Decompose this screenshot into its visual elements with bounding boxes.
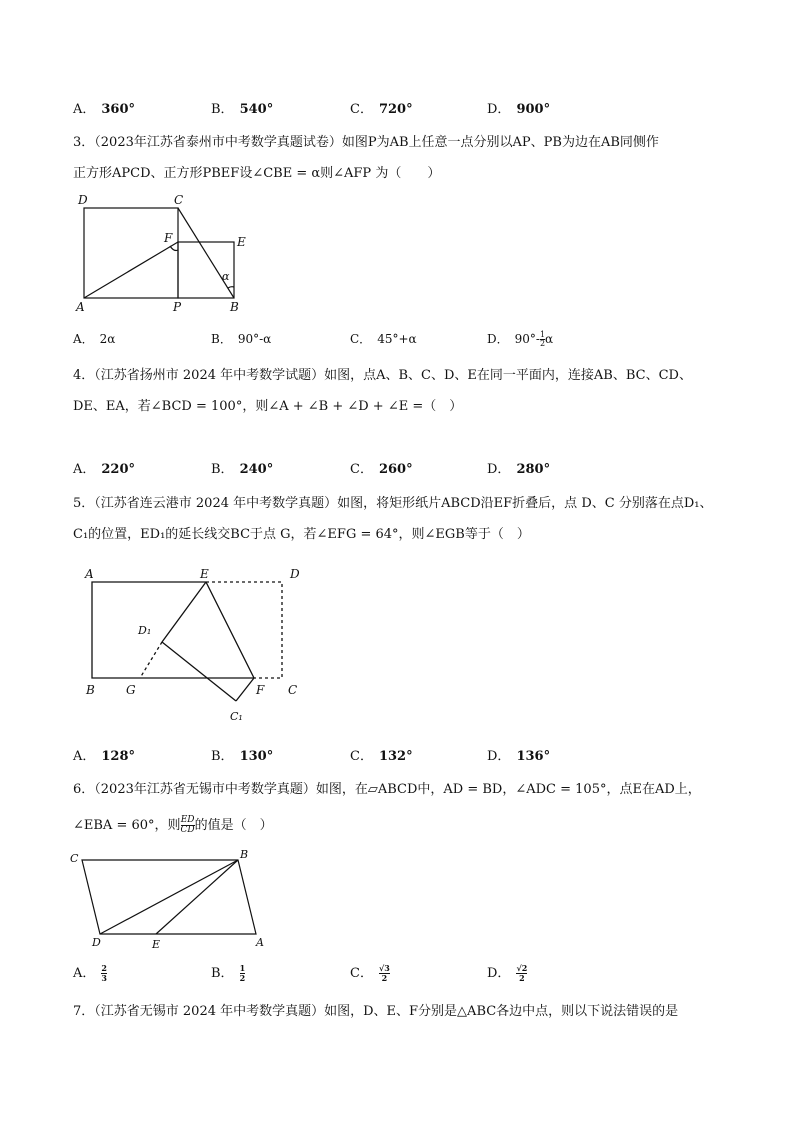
q6-label-c: C bbox=[70, 852, 79, 865]
q6-stem-fraction: $\frac{ED}{CD}$ bbox=[180, 815, 195, 835]
q6-stem-line2-pre: ∠EBA = 60°，则 bbox=[73, 818, 181, 833]
q5-option-a[interactable]: A． 128° bbox=[73, 749, 136, 764]
q5-option-b[interactable]: B． 130° bbox=[211, 749, 274, 764]
q5-options bbox=[73, 748, 673, 766]
q5-option-c[interactable]: C． 132° bbox=[350, 749, 413, 764]
q3-segment-cb bbox=[178, 208, 234, 298]
q5-label-c1: C₁ bbox=[230, 710, 243, 723]
q3-label-alpha: α bbox=[222, 270, 230, 283]
q6-option-b[interactable]: B． $\frac{1}{2}$ bbox=[211, 963, 246, 983]
q5-option-d[interactable]: D． 136° bbox=[487, 749, 551, 764]
q3-figure bbox=[70, 190, 260, 318]
q2-option-c[interactable]: C． 720° bbox=[350, 102, 413, 117]
q2-options bbox=[73, 101, 673, 119]
q3-label-c: C bbox=[174, 193, 184, 207]
q6-stem-line2 bbox=[73, 816, 273, 835]
q6-figure bbox=[66, 848, 276, 952]
q3-option-a[interactable]: A． 2α bbox=[73, 332, 116, 346]
q4-option-b[interactable]: B． 240° bbox=[211, 462, 274, 477]
q5-label-a: A bbox=[85, 567, 94, 581]
q6-option-d[interactable]: D． $\frac{√2}{2}$ bbox=[487, 963, 528, 983]
q5-label-d: D bbox=[290, 567, 300, 581]
q5-label-b: B bbox=[86, 683, 95, 697]
q4-options bbox=[73, 461, 673, 479]
q4-stem-line2: DE、EA，若∠BCD = 100°，则∠A + ∠B + ∠D + ∠E =（ ） bbox=[73, 399, 463, 414]
q5-label-f: F bbox=[256, 683, 265, 697]
q6-label-d: D bbox=[92, 936, 101, 949]
q3-label-f: F bbox=[164, 231, 173, 245]
q5-label-e: E bbox=[200, 567, 209, 581]
q6-option-c-fraction: $\frac{√3}{2}$ bbox=[378, 963, 390, 983]
q2-option-b[interactable]: B． 540° bbox=[211, 102, 274, 117]
q5-dotted-extension-d1g bbox=[140, 642, 162, 678]
q4-option-d[interactable]: D． 280° bbox=[487, 462, 551, 477]
q3-stem-line2: 正方形APCD、正方形PBEF设∠CBE = α则∠AFP 为（ ） bbox=[73, 166, 441, 181]
q3-square-apcd bbox=[84, 208, 178, 298]
q3-angle-mark-afp bbox=[170, 246, 178, 251]
q4-option-c[interactable]: C． 260° bbox=[350, 462, 413, 477]
q5-label-c: C bbox=[288, 683, 298, 697]
q6-label-b: B bbox=[240, 848, 249, 861]
q5-segment-ed1 bbox=[162, 582, 206, 642]
q5-segment-ef bbox=[206, 582, 254, 678]
q3-option-b[interactable]: B． 90°-α bbox=[211, 332, 272, 346]
q3-angle-mark-alpha bbox=[228, 287, 234, 288]
q6-option-c[interactable]: C． $\frac{√3}{2}$ bbox=[350, 963, 390, 983]
q6-option-a[interactable]: A． $\frac{2}{3}$ bbox=[73, 963, 107, 983]
q3-option-d[interactable]: D． 90°- $\frac{1}{2}$ α bbox=[487, 330, 554, 348]
q3-label-e: E bbox=[237, 235, 246, 249]
q6-option-d-fraction: $\frac{√2}{2}$ bbox=[516, 963, 528, 983]
q6-option-b-fraction: $\frac{1}{2}$ bbox=[239, 963, 246, 983]
q6-label-a: A bbox=[256, 936, 264, 949]
q2-option-a[interactable]: A． 360° bbox=[73, 102, 136, 117]
q5-label-g: G bbox=[126, 683, 136, 697]
q6-stem-line2-post: 的值是（ ） bbox=[194, 818, 273, 833]
q2-option-d[interactable]: D． 900° bbox=[487, 102, 551, 117]
q3-label-b: B bbox=[230, 300, 239, 314]
q5-dotted-fold-original bbox=[206, 582, 282, 678]
q5-figure bbox=[80, 562, 310, 730]
q4-stem-line1: 4．（江苏省扬州市 2024 年中考数学试题）如图，点A、B、C、D、E在同一平面内，连接AB、BC、CD、 bbox=[73, 368, 692, 383]
q5-segment-c1f bbox=[236, 678, 254, 701]
q3-option-c[interactable]: C． 45°+α bbox=[350, 332, 417, 346]
q7-stem-line1: 7．（江苏省无锡市 2024 年中考数学真题）如图，D、E、F分别是△ABC各边中点，则以下说法错误的是 bbox=[73, 1004, 679, 1019]
q3-label-p: P bbox=[173, 300, 182, 314]
q3-options bbox=[73, 330, 673, 348]
q6-option-a-fraction: $\frac{2}{3}$ bbox=[101, 963, 107, 983]
q3-segment-af bbox=[84, 242, 178, 298]
q5-segment-d1c1 bbox=[162, 642, 236, 701]
q6-options bbox=[73, 964, 673, 990]
q3-option-d-fraction: $\frac{1}{2}$ bbox=[539, 330, 546, 348]
q3-label-d: D bbox=[78, 193, 88, 207]
q4-option-a[interactable]: A． 220° bbox=[73, 462, 136, 477]
q3-label-a: A bbox=[76, 300, 85, 314]
q5-stem-line1: 5．（江苏省连云港市 2024 年中考数学真题）如图，将矩形纸片ABCD沿EF折叠后，点 D、C 分别落在点D₁、 bbox=[73, 496, 713, 511]
q6-label-e: E bbox=[152, 938, 161, 951]
q3-stem-line1: 3．（2023年江苏省泰州市中考数学真题试卷）如图P为AB上任意一点分别以AP、PB为边在AB同侧作 bbox=[73, 135, 659, 150]
q5-stem-line2: C₁的位置，ED₁的延长线交BC于点 G，若∠EFG = 64°，则∠EGB等于（ ） bbox=[73, 527, 530, 542]
q6-stem-line1: 6．（2023年江苏省无锡市中考数学真题）如图，在▱ABCD中，AD = BD，∠ADC = 105°，点E在AD上， bbox=[73, 782, 701, 797]
q5-label-d1: D₁ bbox=[138, 624, 152, 637]
